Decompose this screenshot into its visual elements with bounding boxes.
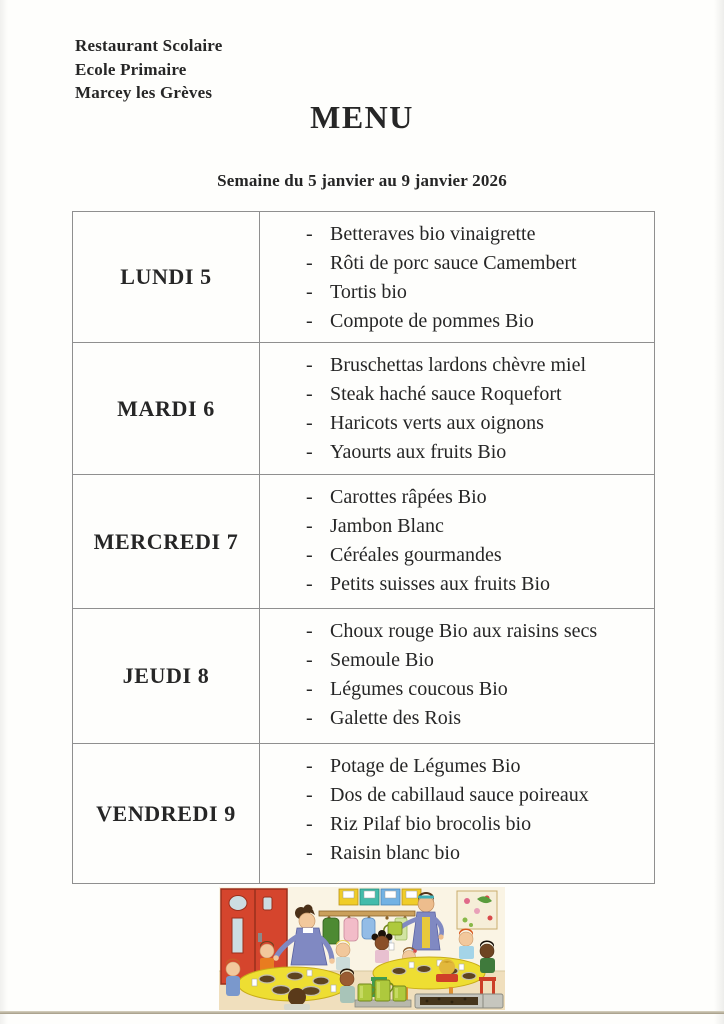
item-dash: - — [306, 223, 313, 245]
item-dash: - — [306, 620, 313, 642]
menu-item-text: Riz Pilaf bio brocolis bio — [330, 813, 532, 835]
menu-items-cell — [260, 609, 654, 743]
menu-table-row — [73, 474, 654, 608]
item-dash: - — [306, 707, 313, 729]
menu-table-row — [73, 212, 654, 342]
menu-item-text: Betteraves bio vinaigrette — [330, 223, 536, 245]
item-dash: - — [306, 755, 313, 777]
day-label: VENDREDI 9 — [73, 744, 260, 883]
menu-item — [306, 380, 650, 409]
menu-items-cell — [260, 744, 654, 883]
menu-item — [306, 220, 650, 249]
food-tray-shape — [415, 994, 503, 1008]
menu-item — [306, 278, 650, 307]
menu-table-row — [73, 743, 654, 883]
item-dash: - — [306, 383, 313, 405]
menu-item — [306, 752, 650, 781]
menu-item — [306, 704, 650, 733]
item-dash: - — [306, 354, 313, 376]
menu-item-text: Steak haché sauce Roquefort — [330, 383, 562, 405]
item-dash: - — [306, 412, 313, 434]
poster-shape — [457, 891, 497, 929]
menu-item-text: Rôti de porc sauce Camembert — [330, 252, 577, 274]
cafeteria-illustration — [219, 887, 505, 1010]
menu-item — [306, 810, 650, 839]
menu-item-text: Jambon Blanc — [330, 515, 444, 537]
day-label: MERCREDI 7 — [73, 475, 260, 608]
page-title: MENU — [310, 99, 414, 135]
header-line-2: Ecole Primaire — [75, 59, 187, 79]
menu-item-text: Semoule Bio — [330, 649, 434, 671]
menu-item — [306, 617, 650, 646]
menu-item — [306, 351, 650, 380]
menu-table-row — [73, 608, 654, 743]
menu-item — [306, 307, 650, 336]
item-dash: - — [306, 281, 313, 303]
menu-item-text: Galette des Rois — [330, 707, 462, 729]
menu-item-text: Petits suisses aux fruits Bio — [330, 573, 551, 595]
menu-item — [306, 483, 650, 512]
item-dash: - — [306, 573, 313, 595]
item-dash: - — [306, 544, 313, 566]
menu-items-cell — [260, 475, 654, 608]
menu-item — [306, 570, 650, 599]
header-line-3: Marcey les Grèves — [75, 83, 213, 102]
day-label: LUNDI 5 — [73, 212, 260, 342]
menu-item-text: Tortis bio — [330, 281, 407, 303]
day-label: JEUDI 8 — [73, 609, 260, 743]
menu-item — [306, 438, 650, 467]
menu-items-cell — [260, 343, 654, 474]
item-dash: - — [306, 784, 313, 806]
scan-edge-left — [0, 0, 8, 1024]
item-dash: - — [306, 842, 313, 864]
item-dash: - — [306, 310, 313, 332]
item-dash: - — [306, 649, 313, 671]
menu-item-text: Légumes coucous Bio — [330, 678, 508, 700]
menu-item — [306, 781, 650, 810]
menu-item-text: Dos de cabillaud sauce poireaux — [330, 784, 589, 806]
item-dash: - — [306, 678, 313, 700]
item-dash: - — [306, 515, 313, 537]
menu-table-row — [73, 342, 654, 474]
menu-item-text: Bruschettas lardons chèvre miel — [330, 354, 587, 376]
menu-table — [72, 211, 655, 884]
menu-item — [306, 409, 650, 438]
menu-item — [306, 249, 650, 278]
menu-item-text: Potage de Légumes Bio — [330, 755, 521, 777]
menu-item — [306, 646, 650, 675]
menu-item-text: Choux rouge Bio aux raisins secs — [330, 620, 598, 642]
bottom-scan-line — [0, 1011, 724, 1014]
day-label: MARDI 6 — [73, 343, 260, 474]
menu-item-text: Compote de pommes Bio — [330, 310, 534, 332]
menu-item — [306, 512, 650, 541]
item-dash: - — [306, 252, 313, 274]
menu-item-text: Haricots verts aux oignons — [330, 412, 544, 434]
item-dash: - — [306, 441, 313, 463]
scan-edge-right — [714, 0, 724, 1024]
menu-item-text: Yaourts aux fruits Bio — [330, 441, 507, 463]
document-header — [75, 34, 223, 105]
week-subtitle: Semaine du 5 janvier au 9 janvier 2026 — [217, 171, 507, 190]
menu-item-text: Céréales gourmandes — [330, 544, 502, 566]
header-line-1: Restaurant Scolaire — [75, 36, 223, 55]
item-dash: - — [306, 486, 313, 508]
menu-item-text: Raisin blanc bio — [330, 842, 460, 864]
menu-item — [306, 541, 650, 570]
menu-item-text: Carottes râpées Bio — [330, 486, 487, 508]
menu-item — [306, 675, 650, 704]
menu-items-cell — [260, 212, 654, 342]
menu-item — [306, 839, 650, 868]
item-dash: - — [306, 813, 313, 835]
